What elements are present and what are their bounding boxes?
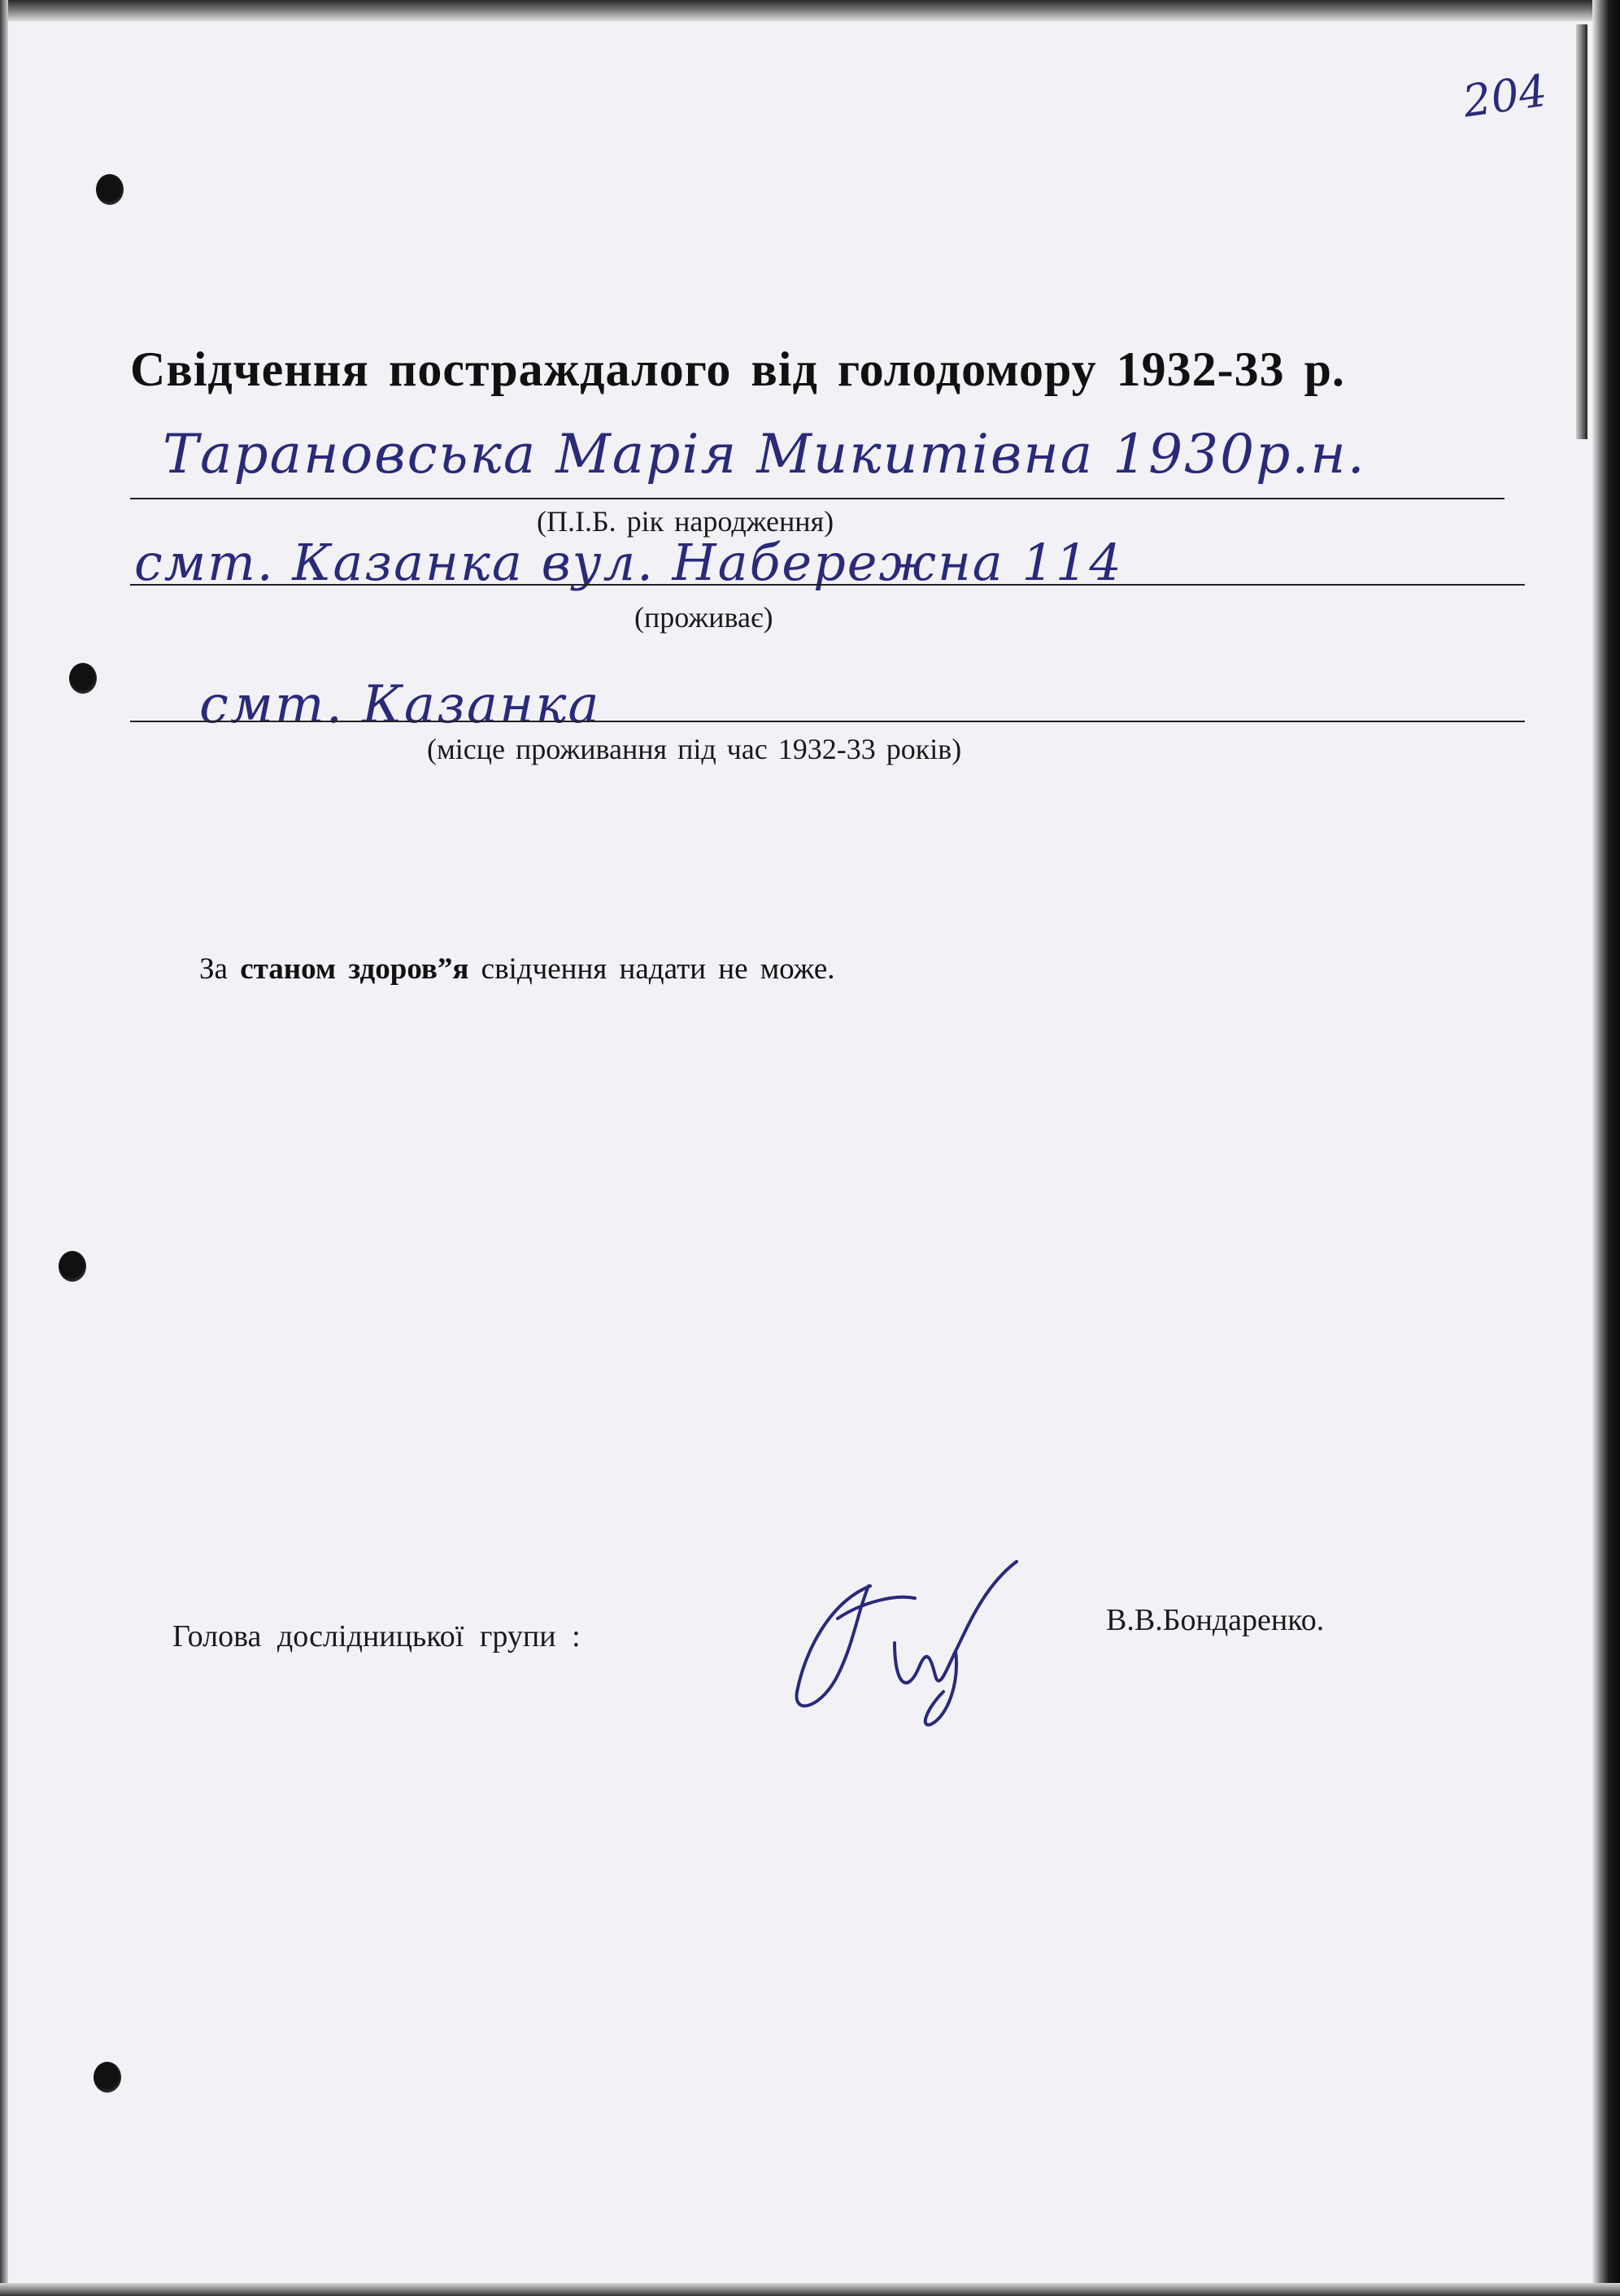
residence-value: смт. Казанка вул. Набережна 114: [134, 533, 1123, 592]
scan-edge-right: [1592, 0, 1620, 2296]
document-title: Свідчення постраждалого від голодомору 1932-33 р.: [130, 342, 1345, 396]
punch-hole: [59, 1251, 86, 1282]
scan-edge-bottom: [0, 2283, 1620, 2296]
place-line: [130, 721, 1525, 722]
scan-edge-left: [0, 0, 8, 2296]
statement-part-2: станом здоров”я: [240, 952, 469, 986]
punch-hole: [69, 663, 97, 694]
punch-hole: [96, 174, 124, 205]
statement-part-3: свідчення надати не може.: [481, 952, 835, 986]
name-value: Тарановська Марія Микитівна 1930р.н.: [163, 423, 1366, 486]
punch-hole: [94, 2062, 121, 2093]
name-line: [130, 498, 1505, 499]
statement-part-1: За: [199, 952, 228, 986]
page-number: [1460, 63, 1557, 129]
footer-name: В.В.Бондаренко.: [1106, 1603, 1325, 1637]
name-caption: (П.І.Б. рік народження): [537, 505, 834, 538]
signature: [773, 1553, 1065, 1732]
statement-text: [199, 952, 835, 987]
scan-edge-top: [0, 0, 1620, 21]
place-caption: (місце проживання під час 1932-33 років): [427, 733, 962, 765]
footer-role: Голова дослідницької групи :: [172, 1619, 581, 1653]
residence-caption: (проживає): [634, 601, 773, 634]
place-value: смт. Казанка: [199, 675, 601, 735]
residence-line: [130, 584, 1525, 586]
svg-text:204: 204: [1460, 64, 1550, 128]
scan-edge-right-shadow: [1576, 24, 1587, 439]
